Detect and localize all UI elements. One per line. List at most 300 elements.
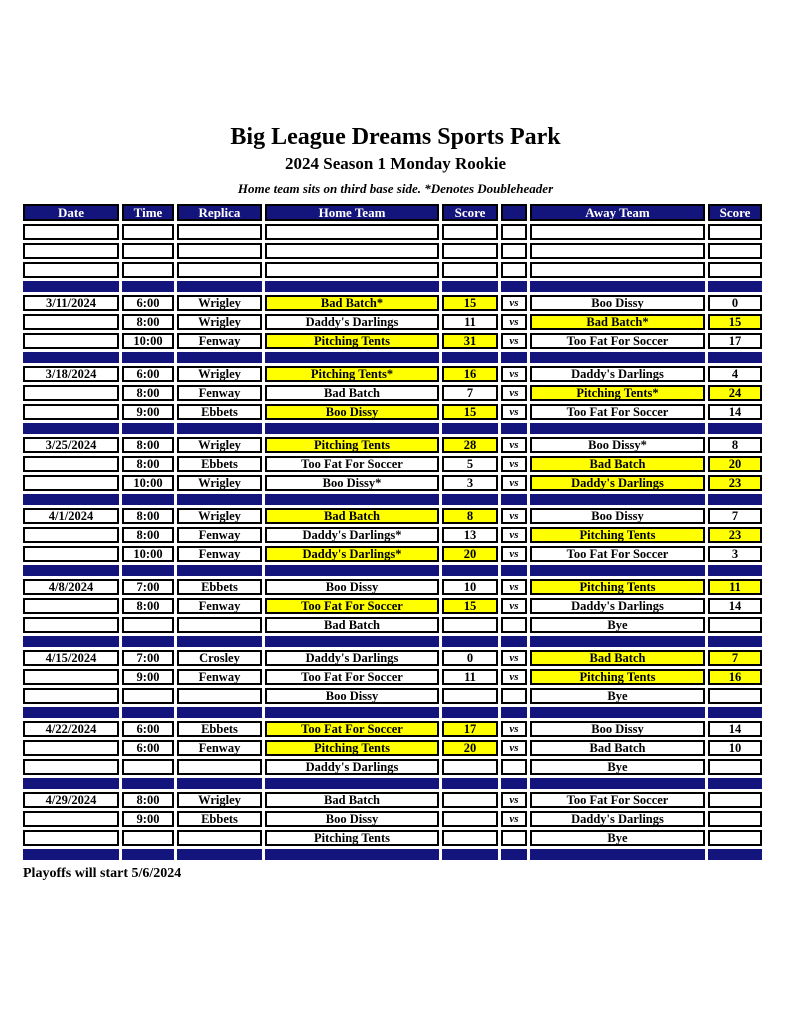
separator-cell (177, 707, 262, 718)
away-score-cell: 20 (708, 456, 762, 472)
replica-cell (177, 243, 262, 259)
date-cell (23, 385, 119, 401)
away-team-cell: Boo Dissy (530, 295, 705, 311)
vs-cell: vs (501, 740, 527, 756)
home-score-cell: 13 (442, 527, 498, 543)
away-score-cell: 23 (708, 527, 762, 543)
home-team-cell: Pitching Tents (265, 333, 439, 349)
game-row (23, 811, 762, 827)
vs-cell (501, 759, 527, 775)
separator-cell (265, 352, 439, 363)
separator-cell (530, 636, 705, 647)
game-row (23, 617, 762, 633)
time-cell: 8:00 (122, 527, 174, 543)
time-cell (122, 688, 174, 704)
vs-cell (501, 262, 527, 278)
separator-cell (442, 636, 498, 647)
vs-cell: vs (501, 366, 527, 382)
home-score-cell (442, 262, 498, 278)
home-score-cell: 31 (442, 333, 498, 349)
replica-cell: Ebbets (177, 721, 262, 737)
away-team-cell: Daddy's Darlings (530, 475, 705, 491)
separator-cell (501, 494, 527, 505)
separator-cell (265, 778, 439, 789)
home-score-cell: 0 (442, 650, 498, 666)
time-cell: 6:00 (122, 366, 174, 382)
time-cell: 9:00 (122, 669, 174, 685)
away-team-cell: Bad Batch (530, 650, 705, 666)
vs-cell: vs (501, 579, 527, 595)
date-cell (23, 759, 119, 775)
game-row (23, 650, 762, 666)
separator-cell (708, 494, 762, 505)
separator-cell (501, 281, 527, 292)
away-score-cell: 4 (708, 366, 762, 382)
replica-cell: Fenway (177, 740, 262, 756)
separator-cell (501, 565, 527, 576)
replica-cell: Fenway (177, 598, 262, 614)
game-row (23, 456, 762, 472)
away-team-cell: Bye (530, 617, 705, 633)
vs-cell: vs (501, 456, 527, 472)
separator-cell (122, 352, 174, 363)
separator-cell (442, 849, 498, 860)
replica-cell: Wrigley (177, 475, 262, 491)
replica-cell: Wrigley (177, 366, 262, 382)
game-row (23, 333, 762, 349)
separator-cell (442, 778, 498, 789)
replica-cell (177, 617, 262, 633)
separator-cell (530, 423, 705, 434)
separator-cell (265, 423, 439, 434)
separator-cell (265, 281, 439, 292)
empty-row (23, 262, 762, 278)
separator-cell (265, 565, 439, 576)
schedule-table (20, 201, 765, 863)
separator-cell (122, 778, 174, 789)
date-cell (23, 688, 119, 704)
home-team-cell: Boo Dissy* (265, 475, 439, 491)
separator-cell (265, 494, 439, 505)
date-cell (23, 669, 119, 685)
separator-cell (501, 423, 527, 434)
time-cell: 10:00 (122, 546, 174, 562)
separator-cell (530, 849, 705, 860)
away-score-cell (708, 830, 762, 846)
home-team-cell: Pitching Tents* (265, 366, 439, 382)
game-row (23, 366, 762, 382)
date-cell (23, 617, 119, 633)
separator-cell (530, 565, 705, 576)
home-team-cell: Boo Dissy (265, 688, 439, 704)
replica-cell (177, 830, 262, 846)
time-cell (122, 224, 174, 240)
separator-cell (708, 849, 762, 860)
date-cell (23, 740, 119, 756)
date-cell (23, 546, 119, 562)
date-cell: 4/22/2024 (23, 721, 119, 737)
separator-cell (442, 423, 498, 434)
separator-cell (122, 565, 174, 576)
home-team-cell: Boo Dissy (265, 404, 439, 420)
home-team-cell: Boo Dissy (265, 811, 439, 827)
home-score-cell (442, 617, 498, 633)
separator-cell (530, 281, 705, 292)
separator-cell (177, 565, 262, 576)
vs-cell: vs (501, 508, 527, 524)
separator-row (23, 352, 762, 363)
time-cell: 8:00 (122, 437, 174, 453)
legend-note: Home team sits on third base side. *Denotes Doubleheader (237, 181, 554, 196)
separator-cell (442, 281, 498, 292)
away-team-cell (530, 243, 705, 259)
away-team-cell: Daddy's Darlings (530, 811, 705, 827)
home-team-cell: Bad Batch (265, 792, 439, 808)
separator-cell (23, 352, 119, 363)
home-score-cell (442, 688, 498, 704)
separator-cell (122, 494, 174, 505)
date-cell (23, 243, 119, 259)
vs-cell: vs (501, 404, 527, 420)
replica-cell: Crosley (177, 650, 262, 666)
separator-cell (122, 849, 174, 860)
separator-cell (442, 494, 498, 505)
separator-row (23, 494, 762, 505)
time-cell: 8:00 (122, 598, 174, 614)
date-cell (23, 811, 119, 827)
away-score-cell: 3 (708, 546, 762, 562)
separator-row (23, 778, 762, 789)
separator-cell (177, 352, 262, 363)
vs-cell (501, 617, 527, 633)
header-score-home: Score (442, 204, 498, 221)
home-team-cell: Daddy's Darlings* (265, 546, 439, 562)
replica-cell: Wrigley (177, 314, 262, 330)
away-team-cell: Daddy's Darlings (530, 366, 705, 382)
separator-cell (501, 849, 527, 860)
away-team-cell: Pitching Tents (530, 527, 705, 543)
separator-cell (122, 707, 174, 718)
separator-cell (530, 494, 705, 505)
replica-cell: Ebbets (177, 579, 262, 595)
date-cell: 3/11/2024 (23, 295, 119, 311)
away-team-cell: Bad Batch* (530, 314, 705, 330)
replica-cell: Fenway (177, 669, 262, 685)
away-score-cell: 16 (708, 669, 762, 685)
separator-cell (501, 707, 527, 718)
away-team-cell (530, 262, 705, 278)
separator-cell (177, 778, 262, 789)
vs-cell: vs (501, 385, 527, 401)
vs-cell (501, 224, 527, 240)
time-cell: 8:00 (122, 314, 174, 330)
date-cell (23, 456, 119, 472)
separator-cell (122, 636, 174, 647)
home-score-cell (442, 759, 498, 775)
separator-cell (177, 849, 262, 860)
game-row (23, 546, 762, 562)
empty-row (23, 224, 762, 240)
separator-row (23, 565, 762, 576)
separator-cell (530, 352, 705, 363)
date-cell: 4/15/2024 (23, 650, 119, 666)
home-score-cell: 11 (442, 669, 498, 685)
separator-cell (177, 423, 262, 434)
away-score-cell (708, 792, 762, 808)
away-score-cell: 14 (708, 721, 762, 737)
vs-cell: vs (501, 650, 527, 666)
home-score-cell (442, 243, 498, 259)
separator-cell (708, 778, 762, 789)
time-cell: 10:00 (122, 333, 174, 349)
replica-cell: Wrigley (177, 295, 262, 311)
separator-cell (265, 707, 439, 718)
home-team-cell (265, 224, 439, 240)
vs-cell: vs (501, 669, 527, 685)
vs-cell (501, 243, 527, 259)
separator-row (23, 423, 762, 434)
home-score-cell: 16 (442, 366, 498, 382)
away-team-cell: Boo Dissy (530, 508, 705, 524)
separator-cell (442, 352, 498, 363)
replica-cell (177, 224, 262, 240)
replica-cell: Wrigley (177, 508, 262, 524)
home-team-cell (265, 262, 439, 278)
home-team-cell: Bad Batch (265, 508, 439, 524)
home-score-cell: 7 (442, 385, 498, 401)
replica-cell: Fenway (177, 546, 262, 562)
separator-cell (708, 707, 762, 718)
game-row (23, 721, 762, 737)
separator-cell (442, 565, 498, 576)
home-score-cell: 10 (442, 579, 498, 595)
game-row (23, 385, 762, 401)
home-score-cell (442, 830, 498, 846)
away-score-cell: 24 (708, 385, 762, 401)
header-away-team: Away Team (530, 204, 705, 221)
away-score-cell (708, 759, 762, 775)
vs-cell: vs (501, 333, 527, 349)
vs-cell: vs (501, 811, 527, 827)
separator-cell (530, 778, 705, 789)
game-row (23, 792, 762, 808)
away-team-cell: Boo Dissy (530, 721, 705, 737)
away-score-cell: 11 (708, 579, 762, 595)
away-score-cell (708, 262, 762, 278)
separator-cell (708, 352, 762, 363)
away-score-cell (708, 688, 762, 704)
away-team-cell: Pitching Tents (530, 669, 705, 685)
game-row (23, 759, 762, 775)
home-team-cell: Pitching Tents (265, 740, 439, 756)
vs-cell: vs (501, 792, 527, 808)
game-row (23, 830, 762, 846)
vs-cell: vs (501, 546, 527, 562)
schedule-table-body (23, 204, 762, 860)
away-score-cell: 10 (708, 740, 762, 756)
season-subtitle: 2024 Season 1 Monday Rookie (284, 154, 507, 173)
away-score-cell (708, 224, 762, 240)
separator-cell (265, 849, 439, 860)
home-score-cell: 15 (442, 295, 498, 311)
away-team-cell: Pitching Tents* (530, 385, 705, 401)
time-cell: 7:00 (122, 579, 174, 595)
home-score-cell: 11 (442, 314, 498, 330)
date-cell: 4/8/2024 (23, 579, 119, 595)
away-score-cell: 17 (708, 333, 762, 349)
away-team-cell: Too Fat For Soccer (530, 792, 705, 808)
game-row (23, 475, 762, 491)
date-cell (23, 404, 119, 420)
separator-row (23, 849, 762, 860)
time-cell (122, 243, 174, 259)
home-team-cell: Pitching Tents (265, 437, 439, 453)
replica-cell (177, 262, 262, 278)
separator-cell (708, 423, 762, 434)
home-team-cell: Bad Batch (265, 617, 439, 633)
vs-cell: vs (501, 437, 527, 453)
home-score-cell (442, 224, 498, 240)
away-team-cell: Bad Batch (530, 740, 705, 756)
home-score-cell (442, 792, 498, 808)
away-score-cell (708, 811, 762, 827)
vs-cell (501, 688, 527, 704)
replica-cell: Wrigley (177, 792, 262, 808)
time-cell: 8:00 (122, 792, 174, 808)
game-row (23, 508, 762, 524)
game-row (23, 598, 762, 614)
home-score-cell: 17 (442, 721, 498, 737)
separator-cell (708, 636, 762, 647)
home-team-cell: Boo Dissy (265, 579, 439, 595)
away-team-cell: Bye (530, 688, 705, 704)
time-cell: 9:00 (122, 811, 174, 827)
header-vs-spacer (501, 204, 527, 221)
header-date: Date (23, 204, 119, 221)
replica-cell: Wrigley (177, 437, 262, 453)
away-score-cell: 7 (708, 650, 762, 666)
separator-row (23, 636, 762, 647)
date-cell (23, 224, 119, 240)
time-cell: 6:00 (122, 721, 174, 737)
home-team-cell: Daddy's Darlings* (265, 527, 439, 543)
home-team-cell: Too Fat For Soccer (265, 456, 439, 472)
separator-cell (23, 281, 119, 292)
time-cell: 10:00 (122, 475, 174, 491)
away-team-cell: Bye (530, 759, 705, 775)
home-team-cell (265, 243, 439, 259)
time-cell: 8:00 (122, 385, 174, 401)
home-team-cell: Daddy's Darlings (265, 650, 439, 666)
time-cell: 7:00 (122, 650, 174, 666)
game-row (23, 404, 762, 420)
away-team-cell: Bad Batch (530, 456, 705, 472)
home-team-cell: Too Fat For Soccer (265, 721, 439, 737)
away-score-cell: 7 (708, 508, 762, 524)
away-score-cell: 15 (708, 314, 762, 330)
home-team-cell: Too Fat For Soccer (265, 669, 439, 685)
time-cell (122, 262, 174, 278)
separator-cell (708, 565, 762, 576)
separator-cell (265, 636, 439, 647)
replica-cell (177, 688, 262, 704)
home-score-cell (442, 811, 498, 827)
separator-row (23, 281, 762, 292)
separator-cell (23, 565, 119, 576)
separator-cell (23, 423, 119, 434)
header-home-team: Home Team (265, 204, 439, 221)
home-score-cell: 20 (442, 546, 498, 562)
game-row (23, 527, 762, 543)
date-cell: 4/1/2024 (23, 508, 119, 524)
date-cell (23, 314, 119, 330)
away-score-cell (708, 617, 762, 633)
replica-cell: Fenway (177, 333, 262, 349)
date-cell (23, 475, 119, 491)
home-score-cell: 20 (442, 740, 498, 756)
replica-cell: Ebbets (177, 404, 262, 420)
away-score-cell: 14 (708, 404, 762, 420)
vs-cell: vs (501, 475, 527, 491)
date-cell (23, 527, 119, 543)
away-team-cell: Pitching Tents (530, 579, 705, 595)
away-team-cell: Too Fat For Soccer (530, 333, 705, 349)
away-score-cell: 8 (708, 437, 762, 453)
header-time: Time (122, 204, 174, 221)
away-team-cell: Too Fat For Soccer (530, 546, 705, 562)
separator-row (23, 707, 762, 718)
time-cell (122, 830, 174, 846)
replica-cell: Ebbets (177, 811, 262, 827)
home-team-cell: Bad Batch (265, 385, 439, 401)
away-team-cell: Daddy's Darlings (530, 598, 705, 614)
away-team-cell: Bye (530, 830, 705, 846)
time-cell: 8:00 (122, 456, 174, 472)
game-row (23, 688, 762, 704)
date-cell (23, 830, 119, 846)
home-team-cell: Daddy's Darlings (265, 314, 439, 330)
away-score-cell (708, 243, 762, 259)
separator-cell (23, 494, 119, 505)
home-score-cell: 15 (442, 598, 498, 614)
replica-cell: Fenway (177, 385, 262, 401)
date-cell: 3/18/2024 (23, 366, 119, 382)
separator-cell (177, 494, 262, 505)
time-cell (122, 759, 174, 775)
separator-cell (177, 281, 262, 292)
date-cell (23, 333, 119, 349)
separator-cell (501, 636, 527, 647)
away-score-cell: 0 (708, 295, 762, 311)
separator-cell (501, 778, 527, 789)
home-team-cell: Bad Batch* (265, 295, 439, 311)
separator-cell (708, 281, 762, 292)
separator-cell (122, 423, 174, 434)
empty-row (23, 243, 762, 259)
vs-cell: vs (501, 598, 527, 614)
date-cell (23, 598, 119, 614)
date-cell: 4/29/2024 (23, 792, 119, 808)
home-team-cell: Pitching Tents (265, 830, 439, 846)
separator-cell (23, 778, 119, 789)
home-score-cell: 15 (442, 404, 498, 420)
away-team-cell (530, 224, 705, 240)
vs-cell: vs (501, 295, 527, 311)
separator-cell (442, 707, 498, 718)
replica-cell: Fenway (177, 527, 262, 543)
away-score-cell: 23 (708, 475, 762, 491)
game-row (23, 579, 762, 595)
